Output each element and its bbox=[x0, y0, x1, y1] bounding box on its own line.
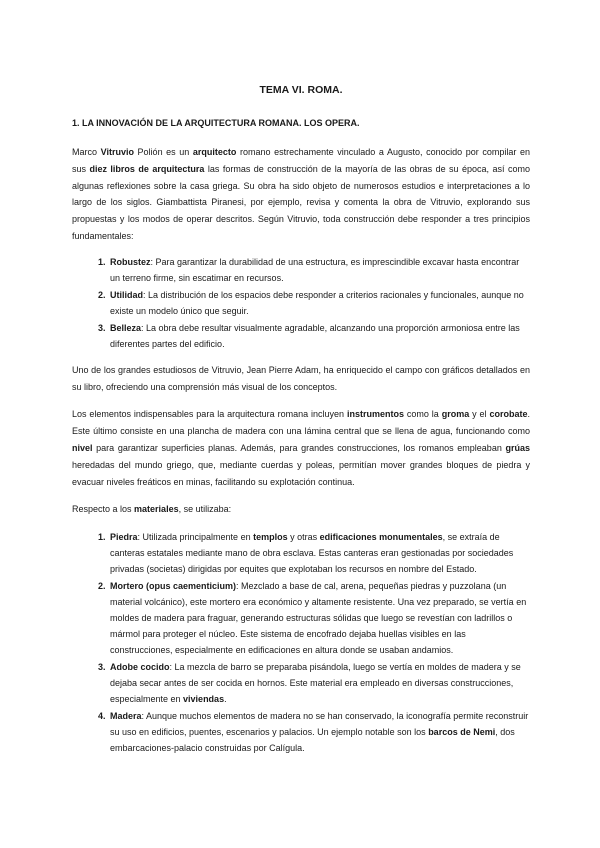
materials-list bbox=[72, 529, 530, 756]
list-item: 3. Belleza: La obra debe resultar visualmente agradable, alcanzando una proporción armoniosa entre las diferentes partes del edificio. bbox=[108, 320, 530, 352]
section-heading: 1. LA INNOVACIÓN DE LA ARQUITECTURA ROMANA. LOS OPERA. bbox=[72, 118, 360, 128]
page-title: TEMA VI. ROMA. bbox=[259, 84, 343, 96]
list-item-adobe: 3. Adobe cocido: La mezcla de barro se preparaba pisándola, luego se vertía en moldes de madera y se dejaba secar antes de ser cocida en hornos. Este material era empleado en diversas construcciones, especialmente en viviendas. bbox=[108, 659, 530, 707]
list-item-madera: 4. Madera: Aunque muchos elementos de madera no se han conservado, la iconografía permite reconstruir su uso en edificios, puentes, escenarios y palacios. Un ejemplo notable son los barcos de Nemi, dos embarcaciones-palacio construidas por Calígula. bbox=[108, 708, 530, 756]
list-item-piedra: 1. Piedra: Utilizada principalmente en templos y otras edificaciones monumentales, se extraía de canteras estatales mediante mano de obra esclava. Estas canteras eran gestionadas por sociedades privadas (societas) dirigidas por equites que explotaban los recursos en nombre del Estado. bbox=[108, 529, 530, 577]
list-item: 1. Robustez: Para garantizar la durabilidad de una estructura, es imprescindible excavar hasta encontrar un terreno firme, sin escatimar en recursos. bbox=[108, 254, 530, 286]
intro-paragraph: Marco Vitruvio Polión es un arquitecto romano estrechamente vinculado a Augusto, conocido por compilar en sus diez libros de arquitectura las formas de construcción de la mayoría de las obras de su época, así como algunas reflexiones sobre la casa griega. Su obra ha sido objeto de numerosos estudios e interpretaciones a lo largo de los siglos. Giambattista Piranesi, por ejemplo, revisa y comenta la obra de Vitruvio, explorando sus propuestas y los modos de operar descritos. Según Vitruvio, toda construcción debe responder a tres principios fundamentales: bbox=[72, 147, 530, 241]
principles-list bbox=[72, 254, 530, 352]
list-item: 2. Utilidad: La distribución de los espacios debe responder a criterios racionales y funcionales, aunque no existe un modelo único que seguir. bbox=[108, 287, 530, 319]
list-item-mortero: 2. Mortero (opus caementicium): Mezclado a base de cal, arena, pequeñas piedras y puzzolana (un material volcánico), este mortero era económico y altamente resistente. Una vez preparado, se vertía en moldes de madera para fraguar, generando estructuras sólidas que luego se revestían con ladrillos o mármol para proteger el núcleo. Este sistema de encofrado dejaba huellas visibles en las construcciones, especialmente en edificaciones en altura donde se usaban andamios. bbox=[108, 578, 530, 658]
materials-intro: Respecto a los materiales, se utilizaba: bbox=[72, 504, 232, 515]
adam-paragraph: Uno de los grandes estudiosos de Vitruvio, Jean Pierre Adam, ha enriquecido el campo con gráficos detallados en su libro, ofreciendo una comprensión más visual de los conceptos. bbox=[72, 364, 530, 392]
tools-paragraph: Los elementos indispensables para la arquitectura romana incluyen instrumentos como la groma y el corobate. Este último consiste en una plancha de madera con una lámina central que se llena de agua, funcionando como nivel para garantizar superficies planas. Además, para grandes construcciones, los romanos empleaban grúas heredadas del mundo griego, que, mediante cuerdas y poleas, permitían mover grandes bloques de piedra y evacuar niveles freáticos en minas, facilitando su explotación continua. bbox=[72, 409, 531, 487]
